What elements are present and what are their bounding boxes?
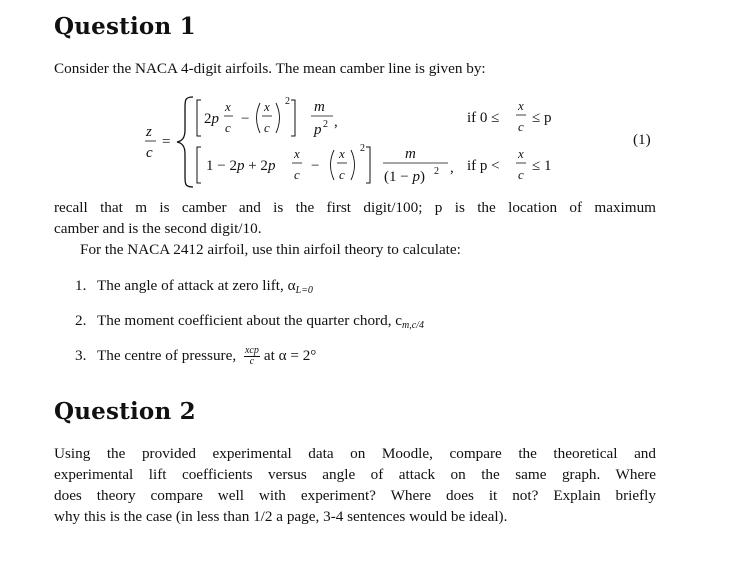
- svg-text:,: ,: [450, 160, 454, 176]
- svg-text:c: c: [294, 167, 300, 182]
- svg-text:2: 2: [285, 96, 290, 107]
- svg-text:x: x: [264, 99, 270, 114]
- svg-text:1 − 2p + 2p: 1 − 2p + 2p: [206, 158, 276, 174]
- svg-text:x: x: [339, 146, 345, 161]
- svg-text:x: x: [518, 146, 524, 161]
- question-2-line-2: experimental lift coefficients versus angle of attack on the same graph. Where: [54, 466, 656, 483]
- svg-text:c: c: [264, 120, 270, 135]
- question-2-line-1: Using the provided experimental data on Moodle, compare the theoretical and: [54, 445, 656, 462]
- svg-text:(1 − p): (1 − p): [384, 169, 425, 185]
- svg-text:c: c: [339, 167, 345, 182]
- svg-text:2: 2: [434, 166, 439, 177]
- list-item: 1. The angle of attack at zero lift, $\alpha_{L=0}$: [75, 277, 313, 296]
- xcp-over-c-fraction: xcp c: [244, 345, 259, 367]
- eq-lhs-den: c: [146, 145, 153, 161]
- svg-text:x: x: [518, 98, 524, 113]
- question-1-intro: Consider the NACA 4-digit airfoils. The mean camber line is given by:: [54, 60, 486, 77]
- list-item: 2. The moment coefficient about the quarter chord, $c_{m,c/4}$: [75, 312, 424, 331]
- question-2-title: Question 2: [54, 398, 196, 425]
- svg-text:−: −: [311, 158, 320, 174]
- svg-text:c: c: [225, 120, 231, 135]
- svg-text:p: p: [314, 122, 322, 138]
- svg-text:m: m: [314, 99, 325, 115]
- eq-brace: [177, 97, 193, 187]
- svg-text:2: 2: [323, 119, 328, 130]
- svg-text:m: m: [405, 146, 416, 162]
- recall-line-1: recall that m is camber and is the first digit/100; p is the location of maximum: [54, 199, 656, 216]
- list-item: 3. The centre of pressure, xcp c at α = 2°: [75, 345, 317, 367]
- recall-line-2: camber and is the second digit/10.: [54, 220, 262, 237]
- case-2-condition: if p <: [467, 158, 500, 174]
- task-statement: For the NACA 2412 airfoil, use thin airfoil theory to calculate:: [80, 241, 461, 258]
- case-1-condition: if 0 ≤: [467, 110, 500, 126]
- equation-number: (1): [633, 131, 651, 148]
- svg-text:−: −: [241, 111, 250, 127]
- eq-equals: =: [162, 134, 171, 150]
- question-2-line-4: why this is the case (in less than 1/2 a page, 3-4 sentences would be ideal).: [54, 508, 508, 525]
- case-2-end: ≤ 1: [532, 158, 552, 174]
- svg-text:c: c: [518, 167, 524, 182]
- case-1-end: ≤ p: [532, 110, 552, 126]
- question-2-line-3: does theory compare well with experiment? Where does it not? Explain briefly: [54, 487, 656, 504]
- svg-text:x: x: [225, 99, 231, 114]
- svg-text:,: ,: [334, 114, 338, 130]
- svg-text:x: x: [294, 146, 300, 161]
- eq-lhs-num: z: [146, 124, 152, 140]
- question-1-title: Question 1: [54, 13, 196, 40]
- svg-text:c: c: [518, 119, 524, 134]
- svg-text:2p: 2p: [204, 111, 219, 127]
- svg-text:2: 2: [360, 143, 365, 154]
